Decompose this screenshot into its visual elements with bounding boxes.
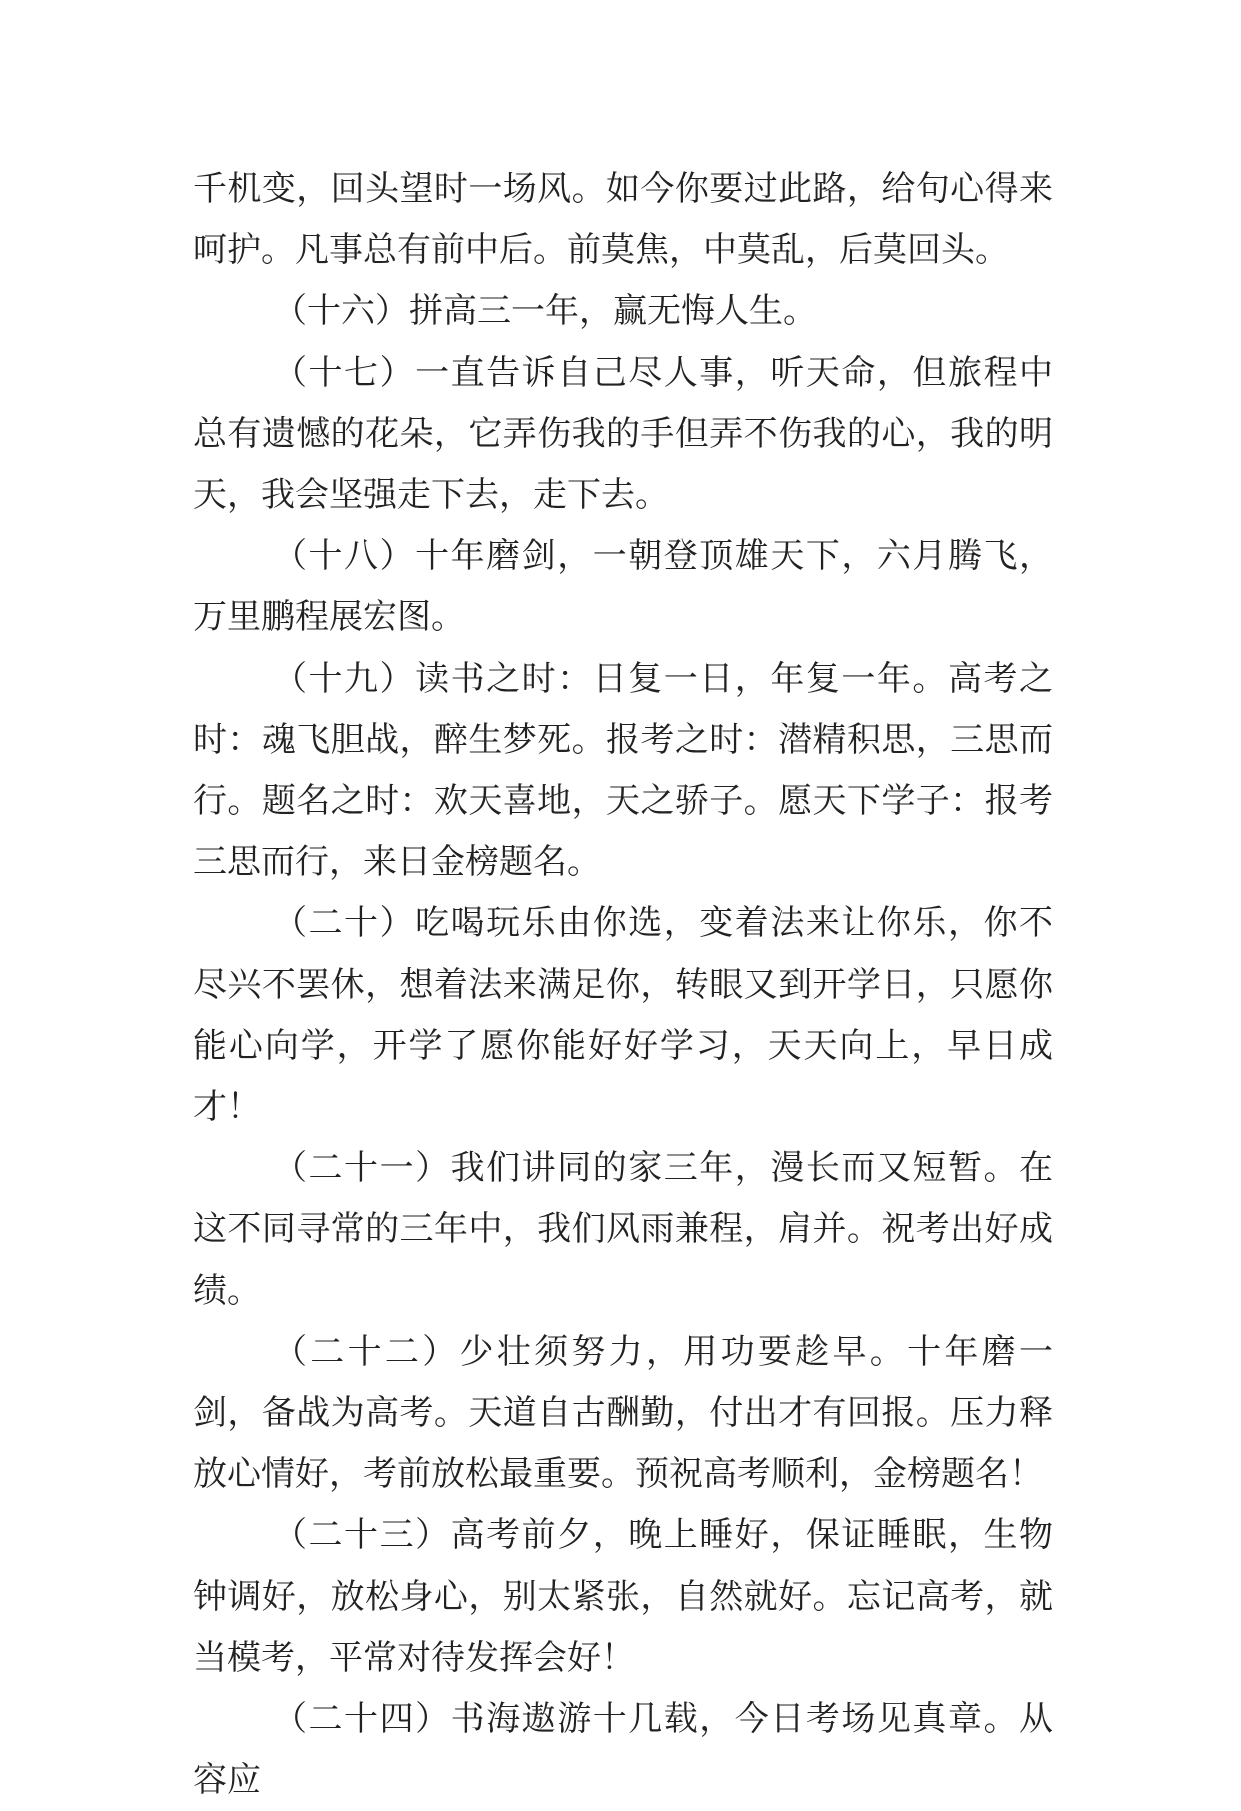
paragraph-18: （十八）十年磨剑，一朝登顶雄天下，六月腾飞，万里鹏程展宏图。 bbox=[193, 536, 1053, 638]
paragraph-16: （十六）拼高三一年，赢无悔人生。 bbox=[273, 291, 817, 332]
paragraph-22: （二十二）少壮须努力，用功要趁早。十年磨一剑，备战为高考。天道自古酬勤，付出才有回报。压力释放心情好，考前放松最重要。预祝高考顺利，金榜题名！ bbox=[193, 1331, 1053, 1495]
paragraph-19: （十九）读书之时：日复一日，年复一年。高考之时：魂飞胆战，醉生梦死。报考之时：潜精积思，三思而行。题名之时：欢天喜地，天之骄子。愿天下学子：报考三思而行，来日金榜题名。 bbox=[193, 658, 1053, 883]
paragraph-24: （二十四）书海遨游十几载，今日考场见真章。从容应 bbox=[193, 1699, 1053, 1801]
paragraph-continuation: 千机变，回头望时一场风。如今你要过此路，给句心得来呵护。凡事总有前中后。前莫焦，中莫乱，后莫回头。 bbox=[193, 169, 1053, 271]
body-text bbox=[193, 159, 1053, 1811]
paragraph-20: （二十）吃喝玩乐由你选，变着法来让你乐，你不尽兴不罢休，想着法来满足你，转眼又到开学日，只愿你能心向学，开学了愿你能好好学习，天天向上，早日成才！ bbox=[193, 903, 1053, 1128]
paragraph-17: （十七）一直告诉自己尽人事，听天命，但旅程中总有遗憾的花朵，它弄伤我的手但弄不伤我的心，我的明天，我会坚强走下去，走下去。 bbox=[193, 352, 1053, 516]
paragraph-21: （二十一）我们讲同的家三年，漫长而又短暂。在这不同寻常的三年中，我们风雨兼程，肩并。祝考出好成绩。 bbox=[193, 1148, 1053, 1311]
paragraph-23: （二十三）高考前夕，晚上睡好，保证睡眠，生物钟调好，放松身心，别太紧张，自然就好。忘记高考，就当模考，平常对待发挥会好！ bbox=[193, 1515, 1053, 1678]
